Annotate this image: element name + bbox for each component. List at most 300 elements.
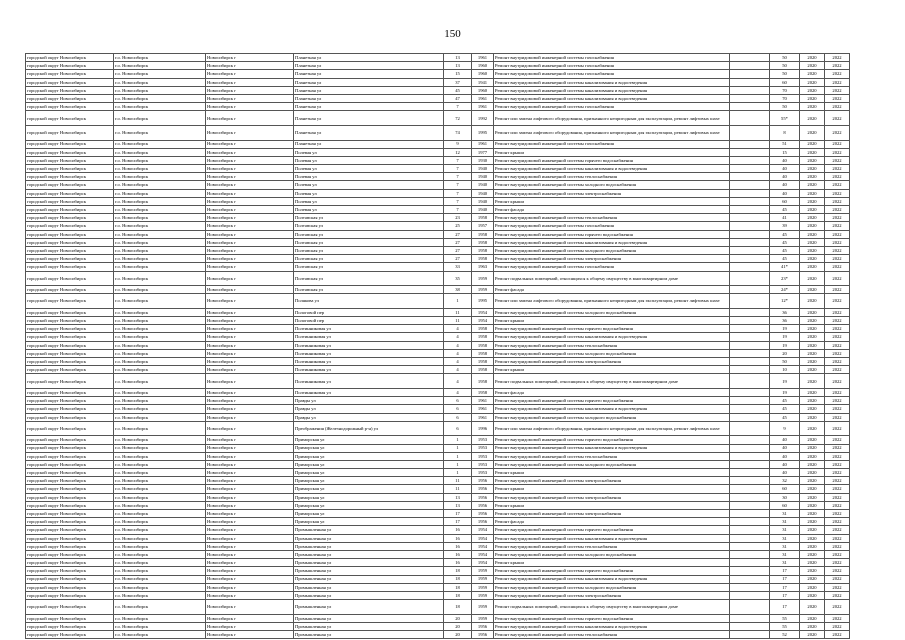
cell-municipality: городской округ Новосибирск xyxy=(26,103,114,111)
cell-cost: 60 xyxy=(770,485,800,493)
cell-house-number: 16 xyxy=(444,526,472,534)
cell-start-year: 2020 xyxy=(800,333,825,341)
table-row xyxy=(26,501,850,509)
cell-city: Новосибирск г xyxy=(206,181,294,189)
cell-blank xyxy=(730,125,770,140)
cell-city: Новосибирск г xyxy=(206,501,294,509)
cell-end-year: 2022 xyxy=(825,397,850,405)
cell-municipality: городской округ Новосибирск xyxy=(26,591,114,599)
cell-blank xyxy=(730,140,770,148)
cell-city: Новосибирск г xyxy=(206,388,294,396)
cell-cost: 60 xyxy=(770,501,800,509)
cell-municipality: городской округ Новосибирск xyxy=(26,413,114,421)
cell-house-number: 1 xyxy=(444,436,472,444)
cell-municipality: городской округ Новосибирск xyxy=(26,614,114,622)
cell-house-number: 4 xyxy=(444,358,472,366)
cell-city: Новосибирск г xyxy=(206,255,294,263)
cell-cost: 10 xyxy=(770,366,800,374)
table-row xyxy=(26,436,850,444)
cell-street: Планетная ул xyxy=(294,86,444,94)
cell-city: Новосибирск г xyxy=(206,341,294,349)
cell-end-year: 2022 xyxy=(825,156,850,164)
cell-municipality: городской округ Новосибирск xyxy=(26,156,114,164)
cell-street: Полтавская ул xyxy=(294,230,444,238)
cell-house-number: 20 xyxy=(444,631,472,639)
cell-start-year: 2020 xyxy=(800,591,825,599)
cell-end-year: 2022 xyxy=(825,614,850,622)
cell-municipality: городской округ Новосибирск xyxy=(26,444,114,452)
cell-work-type: Ремонт внутридомовой инженерной системы холодного водоснабжения xyxy=(494,308,730,316)
cell-build-year: 1940 xyxy=(472,165,494,173)
cell-street: Полтинниковая ул xyxy=(294,341,444,349)
cell-blank xyxy=(730,286,770,294)
cell-end-year: 2022 xyxy=(825,206,850,214)
cell-blank xyxy=(730,477,770,485)
cell-district: г.о. Новосибирск xyxy=(114,460,206,468)
capital-repair-register-table xyxy=(25,53,850,639)
table-row xyxy=(26,156,850,164)
table-row xyxy=(26,181,850,189)
cell-blank xyxy=(730,206,770,214)
cell-start-year: 2020 xyxy=(800,501,825,509)
cell-city: Новосибирск г xyxy=(206,308,294,316)
cell-house-number: 25 xyxy=(444,222,472,230)
cell-street: Приморская ул xyxy=(294,469,444,477)
cell-municipality: городской округ Новосибирск xyxy=(26,181,114,189)
cell-work-type: Ремонт внутридомовой инженерной системы холодного водоснабжения xyxy=(494,246,730,254)
table-row xyxy=(26,469,850,477)
cell-work-type: Ремонт подвальных помещений, относящихся к общему имуществу в многоквартирном доме xyxy=(494,374,730,389)
cell-street: Планетная ул xyxy=(294,125,444,140)
cell-house-number: 4 xyxy=(444,388,472,396)
cell-start-year: 2020 xyxy=(800,263,825,271)
cell-blank xyxy=(730,388,770,396)
cell-start-year: 2020 xyxy=(800,341,825,349)
cell-city: Новосибирск г xyxy=(206,206,294,214)
cell-municipality: городской округ Новосибирск xyxy=(26,206,114,214)
cell-end-year: 2022 xyxy=(825,366,850,374)
cell-build-year: 1954 xyxy=(472,317,494,325)
cell-build-year: 1956 xyxy=(472,493,494,501)
cell-district: г.о. Новосибирск xyxy=(114,358,206,366)
page-number: 150 xyxy=(444,28,461,40)
cell-district: г.о. Новосибирск xyxy=(114,575,206,583)
cell-build-year: 1956 xyxy=(472,510,494,518)
cell-city: Новосибирск г xyxy=(206,349,294,357)
table-row xyxy=(26,349,850,357)
cell-city: Новосибирск г xyxy=(206,436,294,444)
cell-cost: 52 xyxy=(770,631,800,639)
cell-build-year: 1958 xyxy=(472,246,494,254)
cell-end-year: 2022 xyxy=(825,197,850,205)
cell-blank xyxy=(730,333,770,341)
cell-work-type: Ремонт подвальных помещений, относящихся к общему имуществу в многоквартирном доме xyxy=(494,271,730,286)
cell-start-year: 2020 xyxy=(800,477,825,485)
table-row xyxy=(26,333,850,341)
cell-end-year: 2022 xyxy=(825,189,850,197)
cell-district: г.о. Новосибирск xyxy=(114,181,206,189)
cell-build-year: 1961 xyxy=(472,413,494,421)
cell-house-number: 7 xyxy=(444,181,472,189)
cell-municipality: городской округ Новосибирск xyxy=(26,366,114,374)
cell-blank xyxy=(730,94,770,102)
cell-blank xyxy=(730,397,770,405)
cell-end-year: 2022 xyxy=(825,148,850,156)
cell-street: Промышленная ул xyxy=(294,567,444,575)
cell-build-year: 1956 xyxy=(472,477,494,485)
cell-municipality: городской округ Новосибирск xyxy=(26,165,114,173)
cell-street: Полтавская ул xyxy=(294,255,444,263)
cell-street: Планетная ул xyxy=(294,54,444,62)
cell-house-number: 7 xyxy=(444,103,472,111)
cell-house-number: 4 xyxy=(444,374,472,389)
cell-work-type: Ремонт крыши xyxy=(494,469,730,477)
cell-cost: 30 xyxy=(770,493,800,501)
cell-municipality: городской округ Новосибирск xyxy=(26,70,114,78)
cell-municipality: городской округ Новосибирск xyxy=(26,140,114,148)
cell-city: Новосибирск г xyxy=(206,140,294,148)
cell-cost: 45 xyxy=(770,238,800,246)
cell-build-year: 1960 xyxy=(472,62,494,70)
cell-blank xyxy=(730,230,770,238)
cell-start-year: 2020 xyxy=(800,148,825,156)
cell-municipality: городской округ Новосибирск xyxy=(26,263,114,271)
cell-municipality: городской округ Новосибирск xyxy=(26,62,114,70)
cell-district: г.о. Новосибирск xyxy=(114,477,206,485)
cell-end-year: 2022 xyxy=(825,111,850,126)
cell-work-type: Ремонт крыши xyxy=(494,366,730,374)
table-row xyxy=(26,600,850,615)
cell-district: г.о. Новосибирск xyxy=(114,444,206,452)
cell-work-type: Ремонт внутридомовой инженерной системы электроснабжения xyxy=(494,358,730,366)
cell-start-year: 2020 xyxy=(800,156,825,164)
cell-cost: 23* xyxy=(770,271,800,286)
cell-start-year: 2020 xyxy=(800,622,825,630)
table-row xyxy=(26,485,850,493)
table-row xyxy=(26,62,850,70)
cell-blank xyxy=(730,263,770,271)
cell-start-year: 2020 xyxy=(800,125,825,140)
cell-street: Промышленная ул xyxy=(294,583,444,591)
cell-city: Новосибирск г xyxy=(206,165,294,173)
cell-start-year: 2020 xyxy=(800,255,825,263)
cell-house-number: 1 xyxy=(444,452,472,460)
cell-city: Новосибирск г xyxy=(206,54,294,62)
cell-start-year: 2020 xyxy=(800,189,825,197)
cell-work-type: Ремонт внутридомовой инженерной системы теплоснабжения xyxy=(494,341,730,349)
cell-house-number: 20 xyxy=(444,622,472,630)
cell-district: г.о. Новосибирск xyxy=(114,317,206,325)
cell-district: г.о. Новосибирск xyxy=(114,397,206,405)
cell-cost: 50 xyxy=(770,358,800,366)
cell-build-year: 1961 xyxy=(472,405,494,413)
cell-cost: 40 xyxy=(770,181,800,189)
cell-house-number: 1 xyxy=(444,294,472,309)
cell-cost: 40 xyxy=(770,452,800,460)
table-row xyxy=(26,103,850,111)
cell-work-type: Ремонт внутридомовой инженерной системы горячего водоснабжения xyxy=(494,614,730,622)
cell-street: Планетная ул xyxy=(294,78,444,86)
cell-work-type: Ремонт внутридомовой инженерной системы холодного водоснабжения xyxy=(494,460,730,468)
table-row xyxy=(26,622,850,630)
cell-municipality: городской округ Новосибирск xyxy=(26,460,114,468)
cell-blank xyxy=(730,413,770,421)
cell-city: Новосибирск г xyxy=(206,622,294,630)
cell-municipality: городской округ Новосибирск xyxy=(26,230,114,238)
cell-blank xyxy=(730,631,770,639)
cell-house-number: 47 xyxy=(444,94,472,102)
cell-end-year: 2022 xyxy=(825,559,850,567)
cell-city: Новосибирск г xyxy=(206,374,294,389)
cell-house-number: 17 xyxy=(444,510,472,518)
cell-blank xyxy=(730,317,770,325)
cell-cost: 31 xyxy=(770,550,800,558)
cell-house-number: 16 xyxy=(444,542,472,550)
table-row xyxy=(26,308,850,316)
cell-street: Полтавская ул xyxy=(294,222,444,230)
cell-work-type: Ремонт внутридомовой инженерной системы электроснабжения xyxy=(494,255,730,263)
cell-work-type: Ремонт внутридомовой инженерной системы канализования и водоотведения xyxy=(494,94,730,102)
cell-blank xyxy=(730,567,770,575)
cell-district: г.о. Новосибирск xyxy=(114,165,206,173)
cell-end-year: 2022 xyxy=(825,452,850,460)
cell-cost: 40 xyxy=(770,165,800,173)
cell-end-year: 2022 xyxy=(825,485,850,493)
cell-end-year: 2022 xyxy=(825,54,850,62)
cell-cost: 31 xyxy=(770,518,800,526)
cell-street: Полевая ул xyxy=(294,165,444,173)
cell-work-type: Ремонт внутридомовой инженерной системы электроснабжения xyxy=(494,493,730,501)
cell-end-year: 2022 xyxy=(825,94,850,102)
cell-start-year: 2020 xyxy=(800,181,825,189)
cell-city: Новосибирск г xyxy=(206,78,294,86)
cell-district: г.о. Новосибирск xyxy=(114,86,206,94)
cell-end-year: 2022 xyxy=(825,246,850,254)
table-row xyxy=(26,358,850,366)
cell-house-number: 72 xyxy=(444,111,472,126)
cell-municipality: городской округ Новосибирск xyxy=(26,493,114,501)
cell-build-year: 1956 xyxy=(472,485,494,493)
cell-build-year: 1996 xyxy=(472,421,494,436)
cell-city: Новосибирск г xyxy=(206,156,294,164)
cell-district: г.о. Новосибирск xyxy=(114,62,206,70)
cell-end-year: 2022 xyxy=(825,238,850,246)
cell-cost: 60 xyxy=(770,197,800,205)
cell-municipality: городской округ Новосибирск xyxy=(26,583,114,591)
cell-work-type: Ремонт внутридомовой инженерной системы холодного водоснабжения xyxy=(494,181,730,189)
cell-municipality: городской округ Новосибирск xyxy=(26,567,114,575)
cell-district: г.о. Новосибирск xyxy=(114,388,206,396)
cell-house-number: 11 xyxy=(444,485,472,493)
cell-cost: 40 xyxy=(770,189,800,197)
cell-cost: 55* xyxy=(770,111,800,126)
cell-end-year: 2022 xyxy=(825,78,850,86)
cell-end-year: 2022 xyxy=(825,550,850,558)
cell-house-number: 16 xyxy=(444,534,472,542)
cell-work-type: Ремонт внутридомовой инженерной системы газоснабжения xyxy=(494,54,730,62)
cell-end-year: 2022 xyxy=(825,374,850,389)
cell-start-year: 2020 xyxy=(800,246,825,254)
cell-house-number: 1 xyxy=(444,444,472,452)
cell-district: г.о. Новосибирск xyxy=(114,559,206,567)
cell-district: г.о. Новосибирск xyxy=(114,493,206,501)
cell-city: Новосибирск г xyxy=(206,246,294,254)
cell-build-year: 1956 xyxy=(472,622,494,630)
cell-start-year: 2020 xyxy=(800,436,825,444)
cell-district: г.о. Новосибирск xyxy=(114,148,206,156)
cell-end-year: 2022 xyxy=(825,518,850,526)
table-row xyxy=(26,510,850,518)
cell-district: г.о. Новосибирск xyxy=(114,255,206,263)
cell-district: г.о. Новосибирск xyxy=(114,614,206,622)
cell-work-type: Ремонт или замена лифтового оборудования, признанного непригодным для эксплуатации, ремонт лифтовых шахт xyxy=(494,294,730,309)
cell-municipality: городской округ Новосибирск xyxy=(26,600,114,615)
cell-house-number: 7 xyxy=(444,189,472,197)
cell-start-year: 2020 xyxy=(800,197,825,205)
cell-house-number: 6 xyxy=(444,421,472,436)
table-row xyxy=(26,263,850,271)
cell-start-year: 2020 xyxy=(800,317,825,325)
cell-blank xyxy=(730,308,770,316)
cell-city: Новосибирск г xyxy=(206,230,294,238)
table-row xyxy=(26,294,850,309)
table-row xyxy=(26,542,850,550)
cell-municipality: городской округ Новосибирск xyxy=(26,294,114,309)
cell-work-type: Ремонт внутридомовой инженерной системы горячего водоснабжения xyxy=(494,230,730,238)
cell-street: Приморская ул xyxy=(294,485,444,493)
cell-start-year: 2020 xyxy=(800,444,825,452)
cell-work-type: Ремонт фасада xyxy=(494,388,730,396)
cell-district: г.о. Новосибирск xyxy=(114,485,206,493)
cell-work-type: Ремонт внутридомовой инженерной системы горячего водоснабжения xyxy=(494,156,730,164)
cell-end-year: 2022 xyxy=(825,294,850,309)
cell-start-year: 2020 xyxy=(800,94,825,102)
cell-street: Планетная ул xyxy=(294,103,444,111)
cell-city: Новосибирск г xyxy=(206,477,294,485)
cell-end-year: 2022 xyxy=(825,358,850,366)
cell-street: Промышленная ул xyxy=(294,575,444,583)
cell-build-year: 1958 xyxy=(472,230,494,238)
cell-cost: 41 xyxy=(770,214,800,222)
cell-street: Приморская ул xyxy=(294,510,444,518)
cell-house-number: 18 xyxy=(444,583,472,591)
cell-municipality: городской округ Новосибирск xyxy=(26,631,114,639)
cell-cost: 45 xyxy=(770,405,800,413)
cell-blank xyxy=(730,485,770,493)
table-row xyxy=(26,140,850,148)
cell-start-year: 2020 xyxy=(800,70,825,78)
cell-cost: 19 xyxy=(770,388,800,396)
cell-district: г.о. Новосибирск xyxy=(114,452,206,460)
cell-cost: 19 xyxy=(770,325,800,333)
cell-municipality: городской округ Новосибирск xyxy=(26,518,114,526)
cell-street: Приморская ул xyxy=(294,518,444,526)
cell-work-type: Ремонт или замена лифтового оборудования, признанного непригодным для эксплуатации, ремонт лифтовых шахт xyxy=(494,421,730,436)
cell-cost: 50 xyxy=(770,70,800,78)
cell-cost: 55 xyxy=(770,614,800,622)
cell-blank xyxy=(730,374,770,389)
cell-city: Новосибирск г xyxy=(206,125,294,140)
cell-city: Новосибирск г xyxy=(206,591,294,599)
cell-city: Новосибирск г xyxy=(206,452,294,460)
cell-work-type: Ремонт внутридомовой инженерной системы электроснабжения xyxy=(494,189,730,197)
cell-municipality: городской округ Новосибирск xyxy=(26,485,114,493)
cell-house-number: 18 xyxy=(444,567,472,575)
cell-end-year: 2022 xyxy=(825,501,850,509)
cell-build-year: 1956 xyxy=(472,501,494,509)
cell-end-year: 2022 xyxy=(825,405,850,413)
table-row xyxy=(26,591,850,599)
cell-build-year: 1940 xyxy=(472,197,494,205)
cell-blank xyxy=(730,173,770,181)
cell-build-year: 1959 xyxy=(472,286,494,294)
cell-house-number: 17 xyxy=(444,518,472,526)
cell-work-type: Ремонт внутридомовой инженерной системы теплоснабжения xyxy=(494,214,730,222)
cell-municipality: городской округ Новосибирск xyxy=(26,421,114,436)
cell-municipality: городской округ Новосибирск xyxy=(26,173,114,181)
cell-work-type: Ремонт внутридомовой инженерной системы газоснабжения xyxy=(494,140,730,148)
cell-district: г.о. Новосибирск xyxy=(114,405,206,413)
cell-work-type: Ремонт внутридомовой инженерной системы канализования и водоотведения xyxy=(494,78,730,86)
cell-build-year: 1956 xyxy=(472,631,494,639)
cell-municipality: городской округ Новосибирск xyxy=(26,255,114,263)
cell-city: Новосибирск г xyxy=(206,271,294,286)
cell-city: Новосибирск г xyxy=(206,567,294,575)
cell-start-year: 2020 xyxy=(800,388,825,396)
cell-start-year: 2020 xyxy=(800,173,825,181)
table-row xyxy=(26,255,850,263)
cell-build-year: 1958 xyxy=(472,333,494,341)
cell-municipality: городской округ Новосибирск xyxy=(26,477,114,485)
cell-build-year: 1958 xyxy=(472,374,494,389)
cell-municipality: городской округ Новосибирск xyxy=(26,111,114,126)
cell-blank xyxy=(730,469,770,477)
cell-end-year: 2022 xyxy=(825,308,850,316)
cell-build-year: 1977 xyxy=(472,148,494,156)
cell-city: Новосибирск г xyxy=(206,111,294,126)
cell-work-type: Ремонт крыши xyxy=(494,559,730,567)
cell-city: Новосибирск г xyxy=(206,469,294,477)
cell-house-number: 16 xyxy=(444,550,472,558)
cell-work-type: Ремонт крыши xyxy=(494,501,730,509)
cell-work-type: Ремонт внутридомовой инженерной системы теплоснабжения xyxy=(494,631,730,639)
cell-build-year: 1953 xyxy=(472,444,494,452)
cell-municipality: городской округ Новосибирск xyxy=(26,78,114,86)
cell-cost: 45 xyxy=(770,246,800,254)
cell-start-year: 2020 xyxy=(800,550,825,558)
cell-city: Новосибирск г xyxy=(206,405,294,413)
cell-end-year: 2022 xyxy=(825,263,850,271)
cell-build-year: 1961 xyxy=(472,103,494,111)
cell-end-year: 2022 xyxy=(825,349,850,357)
table-row xyxy=(26,421,850,436)
cell-municipality: городской округ Новосибирск xyxy=(26,94,114,102)
cell-blank xyxy=(730,436,770,444)
cell-district: г.о. Новосибирск xyxy=(114,550,206,558)
cell-end-year: 2022 xyxy=(825,140,850,148)
cell-cost: 9 xyxy=(770,421,800,436)
table-row xyxy=(26,518,850,526)
cell-street: Полтинниковая ул xyxy=(294,374,444,389)
cell-build-year: 1941 xyxy=(472,78,494,86)
cell-municipality: городской округ Новосибирск xyxy=(26,550,114,558)
cell-cost: 20 xyxy=(770,349,800,357)
cell-house-number: 35 xyxy=(444,271,472,286)
cell-street: Полтавская ул xyxy=(294,238,444,246)
cell-street: Пологовой пер xyxy=(294,308,444,316)
cell-street: Промышленная ул xyxy=(294,550,444,558)
cell-start-year: 2020 xyxy=(800,518,825,526)
